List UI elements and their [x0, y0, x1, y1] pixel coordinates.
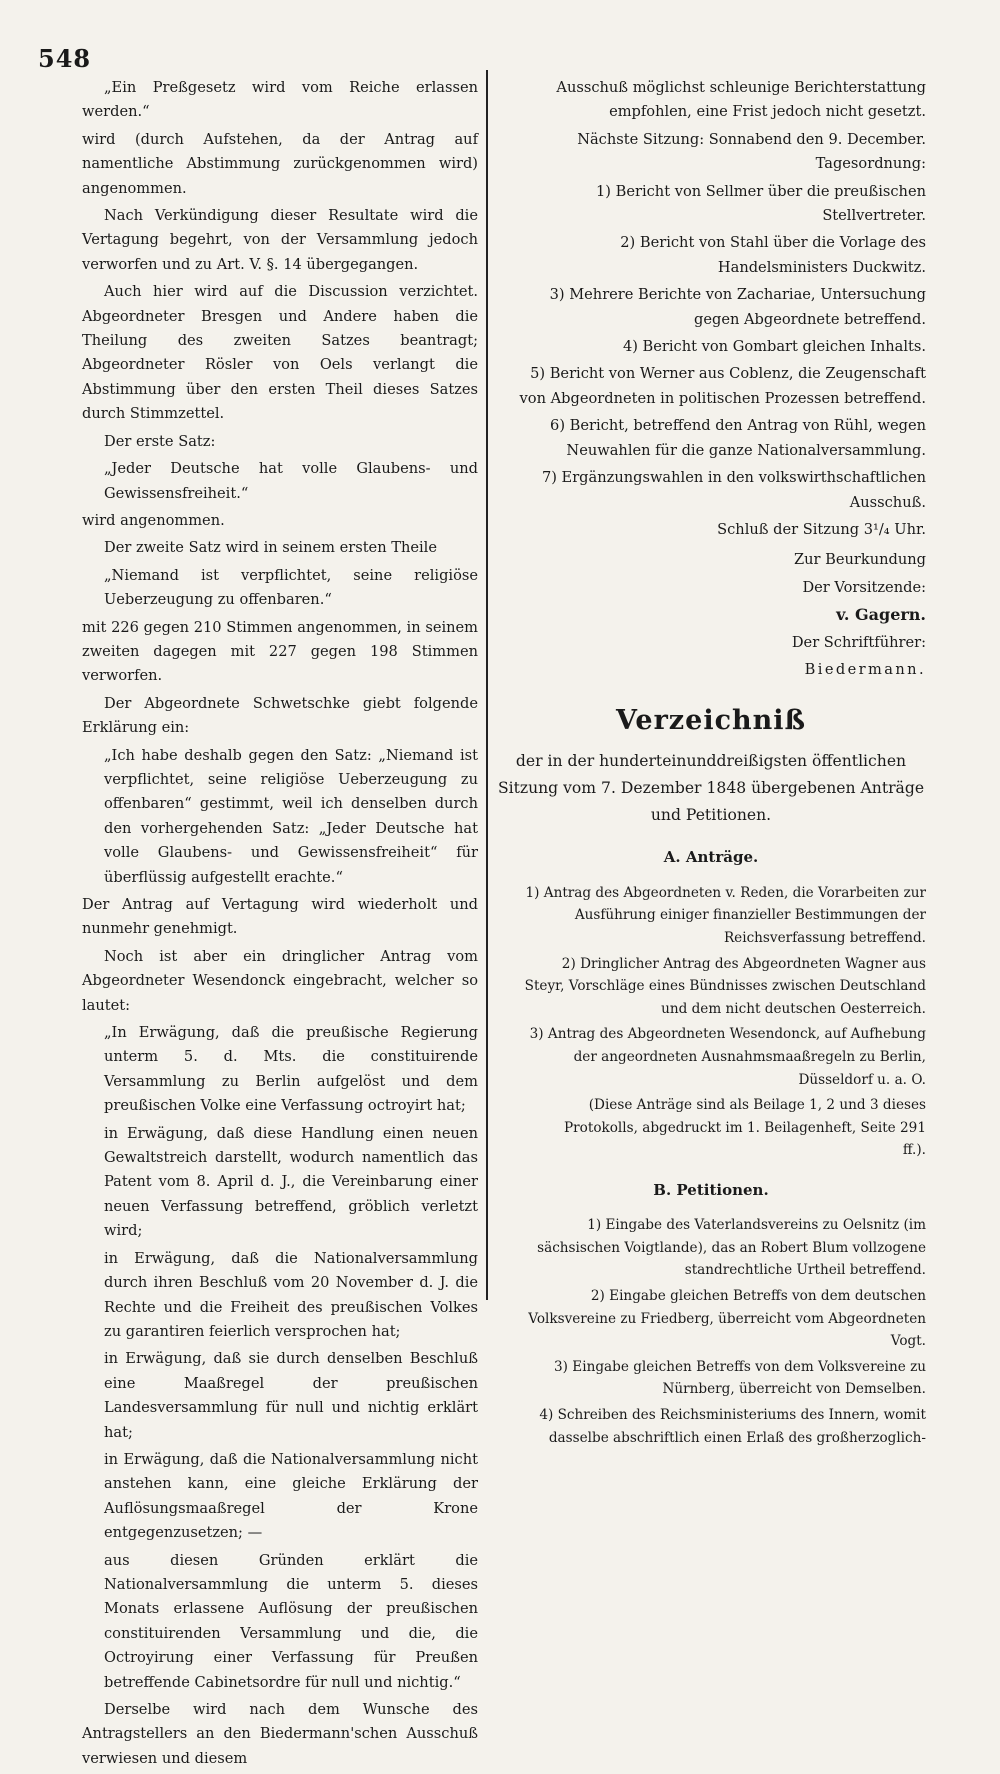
chair-name: v. Gagern.: [836, 605, 926, 625]
paragraph: Der erste Satz:: [104, 432, 216, 450]
index-title: Verzeichniß: [615, 705, 807, 737]
session-close: Schluß der Sitzung 3¹/₄ Uhr.: [717, 520, 926, 538]
paragraph: „Ein Preßgesetz wird vom Reiche erlassen werden.“: [82, 79, 478, 121]
quote: in Erwägung, daß sie durch denselben Beschluß eine Maaßregel der preußischen Landesversammlung für null und nichtig erklärt hat;: [104, 1350, 478, 1441]
paragraph: Der Abgeordnete Schwetschke giebt folgende Erklärung ein:: [82, 694, 478, 737]
paragraph: Der zweite Satz wird in seinem ersten Theile: [104, 539, 437, 557]
agenda-item: 6) Bericht, betreffend den Antrag von Rühl, wegen Neuwahlen für die ganze Nationalversammlung.: [550, 417, 926, 459]
paragraph: Ausschuß möglichst schleunige Berichterstattung empfohlen, eine Frist jedoch nicht gesetzt.: [556, 79, 926, 121]
index-subtitle: der in der hunderteinunddreißigsten öffentlichen Sitzung vom 7. Dezember 1848 übergebenen Anträge und Petitionen.: [497, 752, 925, 825]
agenda-item: 7) Ergänzungswahlen in den volkswirthschaftlichen Ausschuß.: [541, 469, 926, 511]
paragraph: wird angenommen.: [82, 511, 225, 529]
list-item: 2) Dringlicher Antrag des Abgeordneten Wagner aus Steyr, Vorschläge eines Bündnisses zwischen Deutschland und dem nicht deutschen Oesterreich.: [524, 955, 926, 1017]
section-a-list: [496, 882, 926, 1162]
paragraph: Der Antrag auf Vertagung wird wiederholt und nunmehr genehmigt.: [82, 896, 478, 938]
quote: in Erwägung, daß die Nationalversammlung durch ihren Beschluß vom 20 November d. J. die Rechte und die Freiheit des preußischen Volkes zu garantiren feierlich versprochen hat;: [104, 1249, 478, 1340]
secretary-name: Biedermann.: [804, 660, 926, 678]
paragraph: Nach Verkündigung dieser Resultate wird die Vertagung begehrt, von der Versammlung jedoch verworfen und zu Art. V. §. 14 übergegangen.: [82, 207, 478, 273]
quote: aus diesen Gründen erklärt die Nationalversammlung die unterm 5. dieses Monats erlassene Auflösung der preußischen constituirenden Versammlung und die, die Octroyirung einer Verfassung für Preußen betreffende Cabinetsordre für null und nichtig.“: [104, 1551, 478, 1691]
secretary-title: Der Schriftführer:: [791, 633, 926, 651]
certification-line: Zur Beurkundung: [793, 551, 926, 569]
right-column: [496, 76, 926, 1452]
paragraph: wird (durch Aufstehen, da der Antrag auf namentliche Abstimmung zurückgenommen wird) angenommen.: [82, 130, 478, 197]
list-item: 4) Schreiben des Reichsministeriums des Innern, womit dasselbe abschriftlich einen Erlaß des großherzoglich-: [539, 1407, 926, 1446]
paragraph: Nächste Sitzung: Sonnabend den 9. December. Tagesordnung:: [577, 130, 926, 173]
list-item: 3) Antrag des Abgeordneten Wesendonck, auf Aufhebung der angeordneten Ausnahmsmaaßregeln zu Berlin, Düsseldorf u. a. O.: [529, 1026, 926, 1088]
quote: „Jeder Deutsche hat volle Glaubens- und Gewissensfreiheit.“: [104, 460, 478, 502]
paragraph: Auch hier wird auf die Discussion verzichtet. Abgeordneter Bresgen und Andere haben die Theilung des zweiten Satzes beantragt; Abgeordneter Rösler von Oels verlangt die Abstimmung über den ersten Theil dieses Satzes durch Stimmzettel.: [82, 283, 478, 423]
agenda-item: 3) Mehrere Berichte von Zachariae, Untersuchung gegen Abgeordnete betreffend.: [549, 286, 926, 328]
list-note: (Diese Anträge sind als Beilage 1, 2 und 3 dieses Protokolls, abgedruckt im 1. Beilagenheft, Seite 291 ff.).: [564, 1097, 926, 1159]
column-divider: [486, 70, 488, 1300]
agenda-item: 1) Bericht von Sellmer über die preußischen Stellvertreter.: [596, 182, 926, 225]
paragraph: Noch ist aber ein dringlicher Antrag vom Abgeordneter Wesendonck eingebracht, welcher so lautet:: [82, 947, 478, 1014]
quote: „In Erwägung, daß die preußische Regierung unterm 5. d. Mts. die constituirende Versammlung zu Berlin aufgelöst und dem preußischen Volke eine Verfassung octroyirt hat;: [104, 1024, 478, 1115]
list-item: 1) Eingabe des Vaterlandsvereins zu Oelsnitz (im sächsischen Voigtlande), das an Robert Blum vollzogene standrechtliche Urtheil betreffend.: [537, 1217, 926, 1279]
left-column: [82, 76, 478, 1774]
chair-title: Der Vorsitzende:: [802, 578, 926, 596]
quote: „Ich habe deshalb gegen den Satz: „Niemand ist verpflichtet, seine religiöse Ueberzeugung zu offenbaren“ gestimmt, weil ich denselben durch den vorhergehenden Satz: „Jeder Deutsche hat volle Glaubens- und Gewissensfreiheit“ für überflüssig aufgestellt erachte.“: [104, 746, 478, 886]
agenda-item: 5) Bericht von Werner aus Coblenz, die Zeugenschaft von Abgeordneten in politischen Prozessen betreffend.: [519, 365, 926, 407]
section-b-title: B. Petitionen.: [653, 1180, 769, 1199]
quote: in Erwägung, daß diese Handlung einen neuen Gewaltstreich darstellt, wodurch namentlich das Patent vom 8. April d. J., die Vereinbarung einer neuen Verfassung betreffend, gröblich verletzt wird;: [104, 1124, 478, 1240]
list-item: 2) Eingabe gleichen Betreffs von dem deutschen Volksvereine zu Friedberg, überreicht vom Abgeordneten Vogt.: [528, 1288, 926, 1350]
section-b-list: [496, 1214, 926, 1449]
list-item: 3) Eingabe gleichen Betreffs von dem Volksvereine zu Nürnberg, überreicht von Demselben.: [554, 1358, 926, 1398]
paragraph: Derselbe wird nach dem Wunsche des Antragstellers an den Biedermann'schen Ausschuß verwiesen und diesem: [82, 1701, 478, 1767]
page-number: 548: [38, 44, 92, 73]
section-a-title: A. Anträge.: [663, 848, 759, 867]
quote: „Niemand ist verpflichtet, seine religiöse Ueberzeugung zu offenbaren.“: [104, 566, 478, 609]
list-item: 1) Antrag des Abgeordneten v. Reden, die Vorarbeiten zur Ausführung einiger finanzieller Bestimmungen der Reichsverfassung betreffend.: [525, 884, 926, 946]
quote: in Erwägung, daß die Nationalversammlung nicht anstehen kann, eine gleiche Erklärung der Auflösungsmaaßregel der Krone entgegenzusetzen; —: [104, 1450, 478, 1542]
agenda-item: 4) Bericht von Gombart gleichen Inhalts.: [622, 338, 926, 356]
agenda-item: 2) Bericht von Stahl über die Vorlage des Handelsministers Duckwitz.: [620, 234, 926, 276]
paragraph: mit 226 gegen 210 Stimmen angenommen, in seinem zweiten dagegen mit 227 gegen 198 Stimmen verworfen.: [82, 618, 478, 685]
